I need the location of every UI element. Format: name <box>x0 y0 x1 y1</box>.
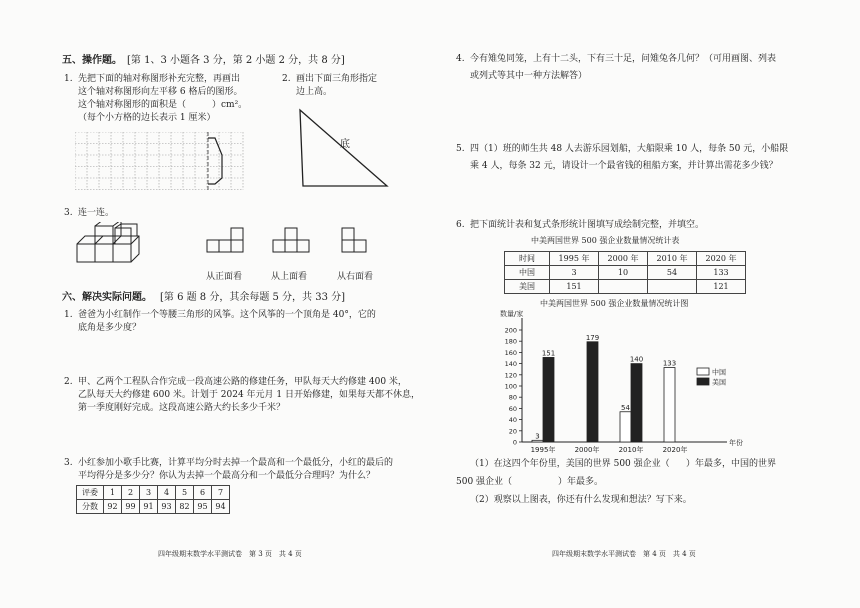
q5-1-line1: 先把下面的轴对称图形补充完整，再画出 <box>78 74 241 84</box>
y-tick-label: 200 <box>504 326 517 335</box>
y-tick-label: 60 <box>508 404 517 413</box>
score-table <box>76 485 230 514</box>
bar-chart <box>496 308 746 456</box>
fill2: （2）观察以上图表，你还有什么发现和想法？写下来。 <box>470 495 692 505</box>
sec5-title: 五、操作题。 <box>62 55 122 66</box>
bar-china <box>532 440 543 442</box>
y-tick-label: 0 <box>512 438 517 447</box>
q4-line2: 或列式等其中一种方法解答） <box>470 71 588 81</box>
y-tick-label: 100 <box>504 382 517 391</box>
bar-china <box>664 368 675 442</box>
sec6-score: [第 6 题 8 分，其余每题 5 分，共 33 分] <box>160 292 346 303</box>
y-tick-label: 80 <box>508 393 517 402</box>
table-cell: 2 <box>122 486 140 500</box>
sec6-title: 六、解决实际问题。 <box>62 292 152 303</box>
fill1-part-b: ）年最多，中国的世界 <box>686 459 777 469</box>
table-cell: 5 <box>176 486 194 500</box>
q5-1-num: 1. <box>64 74 73 84</box>
y-tick-label: 160 <box>504 348 517 357</box>
table-cell: 美国 <box>505 280 550 294</box>
table-cell: 6 <box>194 486 212 500</box>
bar-value-label: 179 <box>585 333 600 342</box>
q5-2-line1: 画出下面三角形指定 <box>296 74 378 84</box>
table-cell: 151 <box>550 280 599 294</box>
table-cell: 3 <box>140 486 158 500</box>
q6-3-line2: 平均得分是多少分？你认为去掉一个最高分和一个最低分合理吗？为什么？ <box>78 471 376 481</box>
square-grid <box>75 132 245 192</box>
q6-2-line1: 甲、乙两个工程队合作完成一段高速公路的修建任务，甲队每天大约修建 400 米， <box>78 377 407 387</box>
table-cell: 1995 年 <box>550 252 599 266</box>
q6-text: 把下面统计表和复式条形统计图填写成绘制完整，并填空。 <box>470 220 705 230</box>
view-shape-2 <box>272 226 312 256</box>
stat-table-row <box>505 252 746 266</box>
view-label-front: 从正面看 <box>206 272 243 282</box>
table-cell: 92 <box>104 500 122 514</box>
q5-1-line3a: 这个轴对称图形的面积是（ <box>78 100 187 110</box>
bar-usa <box>587 342 598 442</box>
q5-1-line2: 这个轴对称图形向左平移 6 格后的图形。 <box>78 87 243 97</box>
table-cell: 10 <box>599 266 648 280</box>
view-shape-1 <box>206 226 246 256</box>
legend-label: 中国 <box>712 368 726 377</box>
table-cell: 99 <box>122 500 140 514</box>
table-cell: 2010 年 <box>648 252 697 266</box>
table-cell: 82 <box>176 500 194 514</box>
score-table-row <box>77 486 230 500</box>
table-cell: 评委 <box>77 486 104 500</box>
stat-table-title: 中美两国世界 500 强企业数量情况统计表 <box>531 236 680 245</box>
y-tick-label: 20 <box>508 427 517 436</box>
q5-1-line3b: ）cm²。 <box>212 100 248 110</box>
bar-china <box>620 412 631 442</box>
y-tick-label: 120 <box>504 371 517 380</box>
triangle-base-label: 底 <box>340 139 350 150</box>
table-cell: 91 <box>140 500 158 514</box>
y-tick-label: 140 <box>504 360 517 369</box>
bar-value-label: 140 <box>629 355 644 364</box>
bar-usa <box>631 364 642 442</box>
bar-usa <box>543 357 554 442</box>
score-table-row <box>77 500 230 514</box>
table-cell: 3 <box>550 266 599 280</box>
q6-2-line2: 乙队每天大约修建 600 米。计划于 2024 年元月 1 日开始修建，如果每天都不休息， <box>78 390 420 400</box>
table-cell: 133 <box>697 266 746 280</box>
half-shape <box>208 138 222 184</box>
table-cell: 1 <box>104 486 122 500</box>
fill1-part-c: 500 强企业（ <box>456 477 513 487</box>
left-footer: 四年级期末数学水平测试卷 第 3 页 共 4 页 <box>158 550 302 558</box>
table-cell: 分数 <box>77 500 104 514</box>
q6-num: 6. <box>456 220 465 230</box>
q6-2-line3: 第一季度刚好完成。这段高速公路大约长多少千米？ <box>78 403 286 413</box>
table-cell: 94 <box>212 500 230 514</box>
table-cell: 时间 <box>505 252 550 266</box>
q5-1-note: （每个小方格的边长表示 1 厘米） <box>78 113 216 123</box>
table-cell: 2000 年 <box>599 252 648 266</box>
bar-value-label: 133 <box>662 359 677 368</box>
q6-1-line2: 底角是多少度？ <box>78 323 142 333</box>
y-axis-label: 数量/家 <box>500 310 524 318</box>
x-tick-label: 2020年 <box>662 446 688 454</box>
q5-3-text: 连一连。 <box>78 208 115 218</box>
table-cell: 中国 <box>505 266 550 280</box>
legend-swatch <box>697 378 709 385</box>
q6-1-line1: 爸爸为小红制作一个等腰三角形的风筝。这个风筝的一个顶角是 40°，它的 <box>78 310 376 320</box>
legend-label: 美国 <box>712 378 726 387</box>
q6-3-num: 3. <box>64 458 73 468</box>
legend-swatch <box>697 368 709 375</box>
stat-table-row <box>505 280 746 294</box>
x-axis-label: 年份 <box>729 439 743 447</box>
x-tick-label: 2010年 <box>618 446 644 454</box>
q5-2-line2: 边上高。 <box>296 87 333 97</box>
bar-value-label: 151 <box>541 349 556 358</box>
stat-table-row <box>505 266 746 280</box>
view-shape-3 <box>340 226 370 256</box>
table-cell: 95 <box>194 500 212 514</box>
q6-3-line1: 小红参加小歌手比赛，计算平均分时去掉一个最高和一个最低分，小红的最后的 <box>78 458 394 468</box>
q5-3-num: 3. <box>64 208 73 218</box>
y-tick-label: 40 <box>508 416 517 425</box>
q6-1-num: 1. <box>64 310 73 320</box>
bar-value-label: 54 <box>621 403 630 412</box>
fill1-part-d: ）年最多。 <box>558 477 604 487</box>
table-cell: 54 <box>648 266 697 280</box>
table-cell <box>648 280 697 294</box>
q5-2-num: 2. <box>282 74 291 84</box>
right-footer: 四年级期末数学水平测试卷 第 4 页 共 4 页 <box>552 550 696 558</box>
table-cell: 93 <box>158 500 176 514</box>
cube-solid <box>75 222 155 270</box>
table-cell: 121 <box>697 280 746 294</box>
q6-2-num: 2. <box>64 377 73 387</box>
table-cell: 4 <box>158 486 176 500</box>
chart-title: 中美两国世界 500 强企业数量情况统计图 <box>540 299 689 308</box>
x-tick-label: 1995年 <box>530 446 556 454</box>
view-label-right: 从右面看 <box>337 272 374 282</box>
y-tick-label: 180 <box>504 337 517 346</box>
q5-line2: 乘 4 人，每条 32 元，请设计一个最省钱的租船方案，并计算出需花多少钱？ <box>470 161 778 171</box>
fill1-part-a: （1）在这四个年份里，美国的世界 500 强企业（ <box>470 459 670 469</box>
x-tick-label: 2000年 <box>574 446 600 454</box>
bar-value-label: 3 <box>535 432 540 441</box>
q5-num: 5. <box>456 144 465 154</box>
stat-table <box>504 251 746 294</box>
q4-line1: 今有雉兔同笼，上有十二头，下有三十足，问雉兔各几何？（可用画图、列表 <box>470 54 777 64</box>
q4-num: 4. <box>456 54 465 64</box>
table-cell: 7 <box>212 486 230 500</box>
view-label-top: 从上面看 <box>271 272 308 282</box>
table-cell: 2020 年 <box>697 252 746 266</box>
q5-line1: 四（1）班的师生共 48 人去游乐园划船，大船限乘 10 人，每条 50 元，小船限 <box>470 144 789 154</box>
sec5-score: [第 1、3 小题各 3 分，第 2 小题 2 分，共 8 分] <box>127 55 345 66</box>
table-cell <box>599 280 648 294</box>
